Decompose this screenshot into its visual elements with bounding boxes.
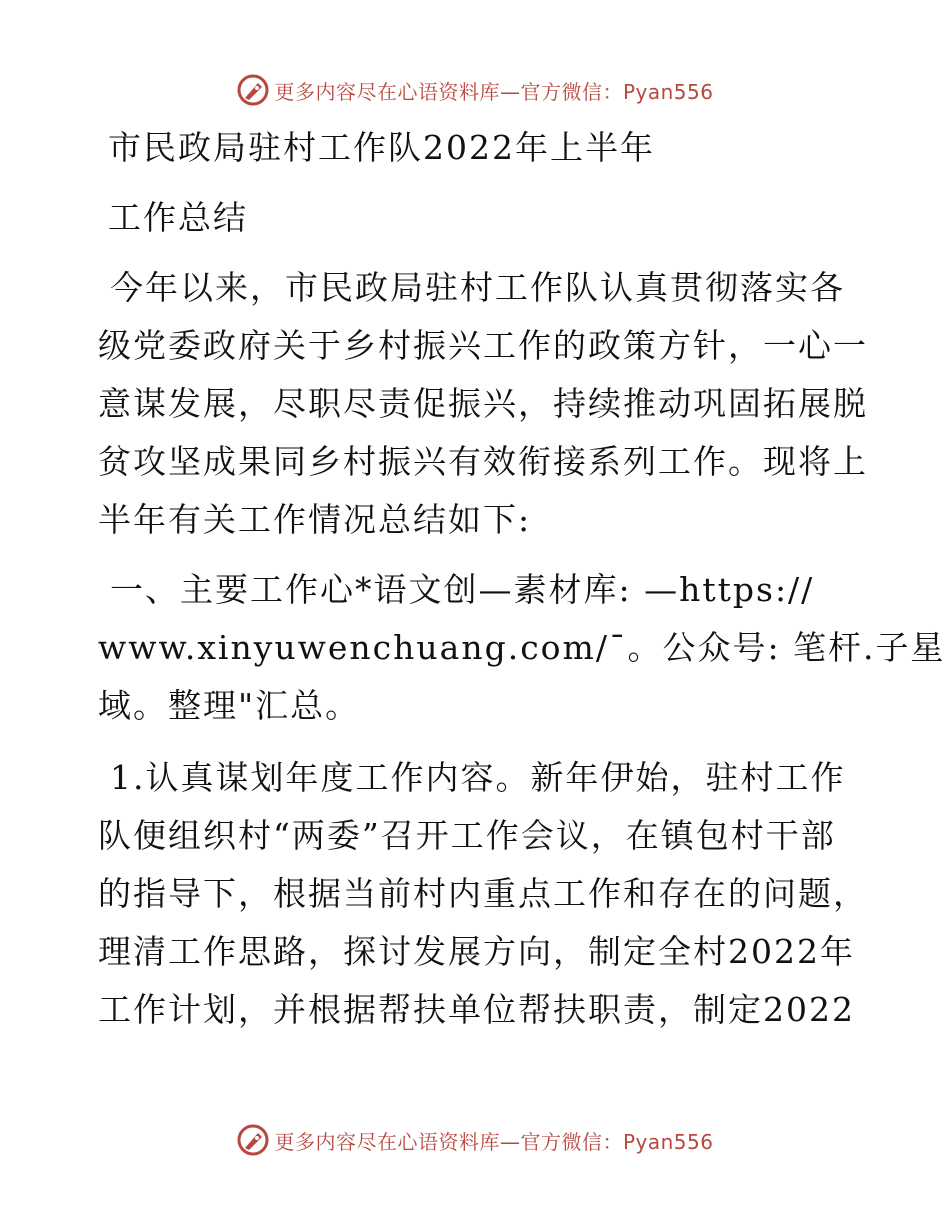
item-line: 1.认真谋划年度工作内容。新年伊始，驻村工作 (110, 758, 846, 797)
section-heading-line: www.xinyuwenchuang.com/¯。公众号: 笔杆.子星 (98, 628, 946, 667)
footer-watermark (0, 1120, 950, 1160)
item-line: 队便组织村“两委”召开工作会议，在镇包村干部 (98, 816, 836, 855)
title-line-1: 市民政局驻村工作队2022年上半年 (108, 128, 655, 167)
title-line-2: 工作总结 (108, 198, 248, 237)
paragraph-line: 半年有关工作情况总结如下: (98, 500, 532, 539)
paragraph-line: 级党委政府关于乡村振兴工作的政策方针，一心一 (98, 326, 868, 365)
item-line: 理清工作思路，探讨发展方向，制定全村2022年 (98, 932, 855, 971)
header-watermark (0, 70, 950, 110)
pen-nib-circle-logo-icon (236, 73, 270, 107)
paragraph-line: 贫攻坚成果同乡村振兴有效衔接系列工作。现将上 (98, 442, 868, 481)
paragraph-line: 意谋发展，尽职尽责促振兴，持续推动巩固拓展脱 (98, 384, 868, 423)
pen-nib-circle-logo-icon (236, 1123, 270, 1157)
paragraph-line: 今年以来，市民政局驻村工作队认真贯彻落实各 (110, 268, 845, 307)
watermark-text: 更多内容尽在心语资料库—官方微信：Pyan556 (274, 1129, 714, 1154)
section-heading-line: 一、主要工作心*语文创—素材库: —https:// (110, 570, 815, 609)
section-heading-line: 域。整理"汇总。 (98, 686, 361, 725)
item-line: 工作计划，并根据帮扶单位帮扶职责，制定2022 (98, 990, 855, 1029)
item-line: 的指导下，根据当前村内重点工作和存在的问题， (98, 874, 868, 913)
watermark-text: 更多内容尽在心语资料库—官方微信：Pyan556 (274, 79, 714, 104)
document-body (98, 120, 946, 1038)
